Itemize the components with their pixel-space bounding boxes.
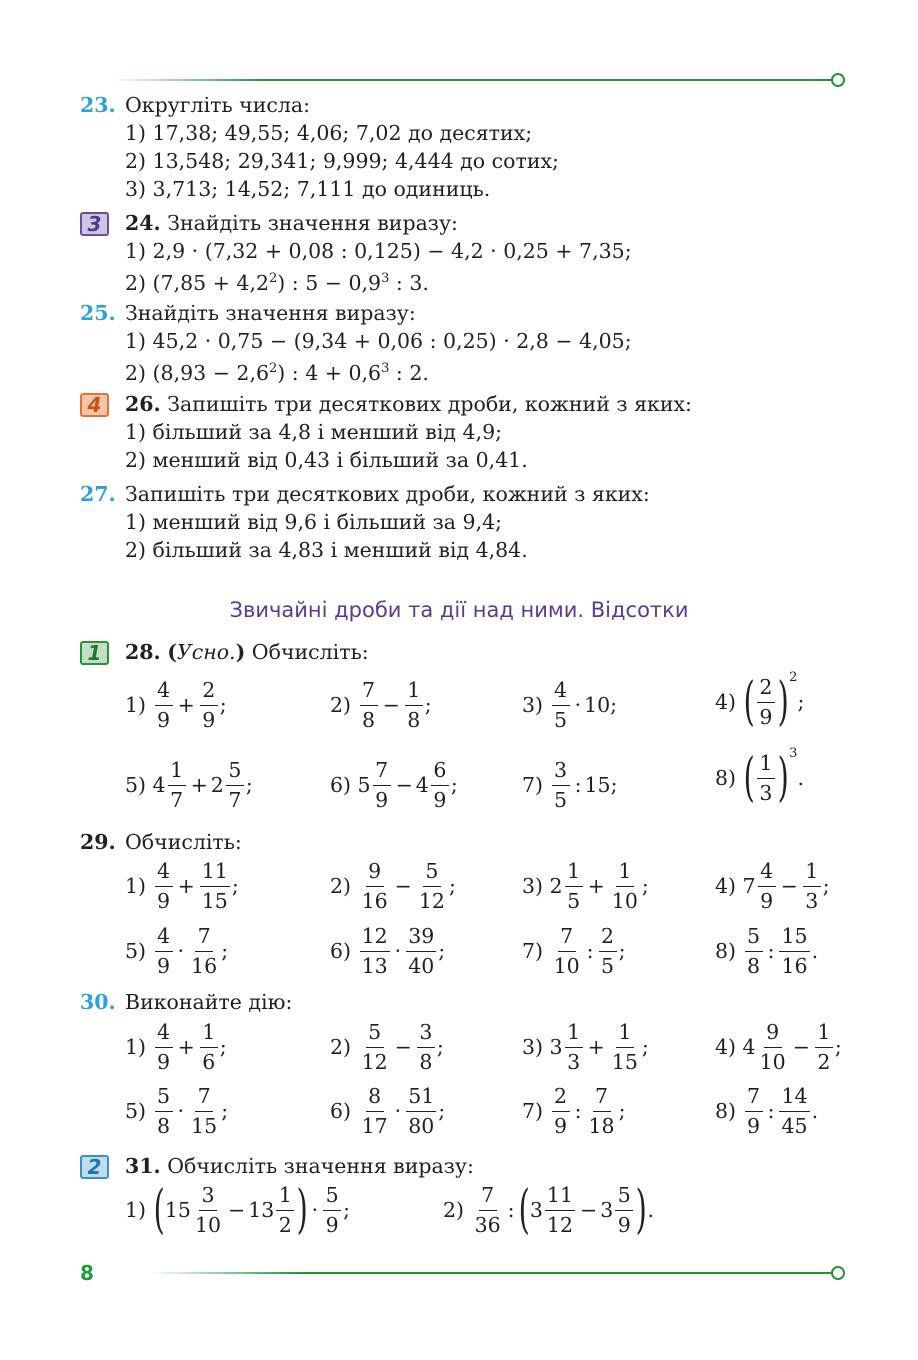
level-badge-4: 4	[80, 393, 109, 417]
problem-title: Знайдіть значення виразу:	[125, 301, 416, 325]
expr-29-2: 2) 9 16 − $\frac{5}{12}$ ;	[330, 859, 456, 913]
expr-part: : 3.	[389, 270, 429, 295]
expr-part: : 2.	[389, 360, 429, 385]
problem-line: 2) більший за 4,83 і менший від 4,84.	[125, 538, 528, 562]
problem-line: 2) менший від 0,43 і більший за 0,41.	[125, 448, 528, 472]
exponent: 3	[381, 361, 390, 376]
level-badge-3: 3	[80, 212, 109, 236]
problem-number: 30.	[80, 990, 116, 1014]
problem-line: 1) 45,2 · 0,75 − (9,34 + 0,06 : 0,25) · 2,8 − 4,05;	[125, 329, 632, 353]
expr-31-2: 2) 7 36 : ( 3 11 12 − 3 $\frac{5}{9}$ ) .	[443, 1180, 655, 1240]
orally-note: Усно.	[176, 640, 236, 664]
problem-title	[125, 1152, 474, 1180]
expr-29-4: 4) 7 4 9 − $\frac{1}{3}$ ;	[715, 859, 830, 913]
level-badge-1: 1	[80, 641, 109, 665]
problem-title-text: Знайдіть значення виразу:	[167, 211, 458, 235]
problem-line: 1) більший за 4,8 і менший від 4,9;	[125, 420, 503, 444]
problem-line: 1) 2,9 · (7,32 + 0,08 : 0,125) − 4,2 · 0,25 + 7,35;	[125, 239, 632, 263]
problem-number: 25.	[80, 301, 116, 325]
problem-title: Виконайте дію:	[125, 990, 293, 1014]
expr-30-6: 6) 8 17 · 51 80 ;	[330, 1084, 446, 1138]
expr-28-7: 7) 3 5 : 15;	[522, 758, 618, 812]
problem-line	[125, 265, 429, 297]
expr-29-3: 3) 2 1 5 + $\frac{1}{10}$ ;	[522, 859, 649, 913]
expr-29-7: 7) 7 10 : 2 5 ;	[522, 924, 626, 978]
section-title: Звичайні дроби та дії над ними. Відсотки	[229, 598, 689, 622]
problem-title: 28. (Усно.) Обчисліть:	[125, 640, 369, 664]
paren: (	[167, 640, 177, 664]
level-badge-2: 2	[80, 1155, 109, 1179]
expr-28-1: 1) 4 9 + $\frac{2}{9}$ ;	[125, 678, 227, 732]
bottom-divider	[150, 1272, 832, 1274]
problem-number: 27.	[80, 482, 116, 506]
divider-end-circle	[831, 73, 845, 87]
divider-end-circle	[831, 1266, 845, 1280]
problem-line: 1) менший від 9,6 і більший за 9,4;	[125, 510, 503, 534]
expr-part: ) : 4 + 0,6	[277, 360, 382, 385]
problem-title	[125, 209, 458, 237]
exponent: 2	[269, 361, 278, 376]
expr-30-7: 7) 2 9 : 7 18 ;	[522, 1084, 626, 1138]
problem-line: 3) 3,713; 14,52; 7,111 до одиниць.	[125, 177, 491, 201]
expr-28-3: 3) 4 5 · 10;	[522, 678, 618, 732]
expr-29-6: 6) 12 13 · 39 40 ;	[330, 924, 446, 978]
problem-number: 26.	[125, 392, 161, 416]
expr-28-6: 6) 5 7 9 − 4 $\frac{6}{9}$ ;	[330, 758, 458, 812]
expr-28-2: 2) 7 8 − $\frac{1}{8}$ ;	[330, 678, 432, 732]
page-number: 8	[80, 1261, 94, 1285]
top-divider	[110, 79, 832, 81]
expr-29-8: 8) 5 8 : 15 16 .	[715, 924, 819, 978]
problem-title-text: Запишіть три десяткових дроби, кожний з яких:	[167, 392, 692, 416]
expr-part: 2) (8,93 − 2,6	[125, 360, 270, 385]
problem-title	[125, 390, 692, 418]
expr-29-5: 5) 4 9 · 7 16 ;	[125, 924, 229, 978]
problem-title: Округліть числа:	[125, 93, 310, 117]
problem-number: 24.	[125, 211, 161, 235]
expr-30-5: 5) 5 8 · 7 15 ;	[125, 1084, 229, 1138]
expr-30-3: 3) 3 1 3 + $\frac{1}{15}$ ;	[522, 1020, 649, 1074]
problem-line	[125, 355, 429, 387]
exponent: 3	[381, 271, 390, 286]
problem-line: 2) 13,548; 29,341; 9,999; 4,444 до сотих;	[125, 149, 559, 173]
expr-30-2: 2) 5 12 − $\frac{3}{8}$ ;	[330, 1020, 444, 1074]
problem-title: Обчисліть:	[125, 830, 242, 854]
problem-number: 23.	[80, 93, 116, 117]
expr-30-1: 1) 4 9 + $\frac{1}{6}$ ;	[125, 1020, 227, 1074]
problem-number: 28.	[125, 640, 161, 664]
problem-title-text: Обчисліть значення виразу:	[167, 1154, 474, 1178]
expr-30-4: 4) 4 9 10 − $\frac{1}{2}$ ;	[715, 1020, 842, 1074]
problem-line: 1) 17,38; 49,55; 4,06; 7,02 до десятих;	[125, 121, 533, 145]
expr-part: ) : 5 − 0,9	[277, 270, 382, 295]
exponent: 2	[269, 271, 278, 286]
expr-31-1: 1) ( 15 3 10 − 13 $\frac{1}{2}$ ) · 5 9 ;	[125, 1180, 351, 1240]
expr-28-4: 4) ( 2 9 ) 2 ;	[715, 670, 805, 732]
problem-number: 31.	[125, 1154, 161, 1178]
problem-number: 29.	[80, 830, 116, 854]
expr-30-8: 8) 7 9 : 14 45 .	[715, 1084, 819, 1138]
expr-28-8: 8) ( 1 3 ) 3 .	[715, 746, 804, 808]
expr-part: 2) (7,85 + 4,2	[125, 270, 270, 295]
expr-28-5: 5) 4 1 7 + 2 $\frac{5}{7}$ ;	[125, 758, 253, 812]
problem-title: Запишіть три десяткових дроби, кожний з яких:	[125, 482, 650, 506]
expr-29-1: 1) 4 9 + $\frac{11}{15}$ ;	[125, 859, 239, 913]
